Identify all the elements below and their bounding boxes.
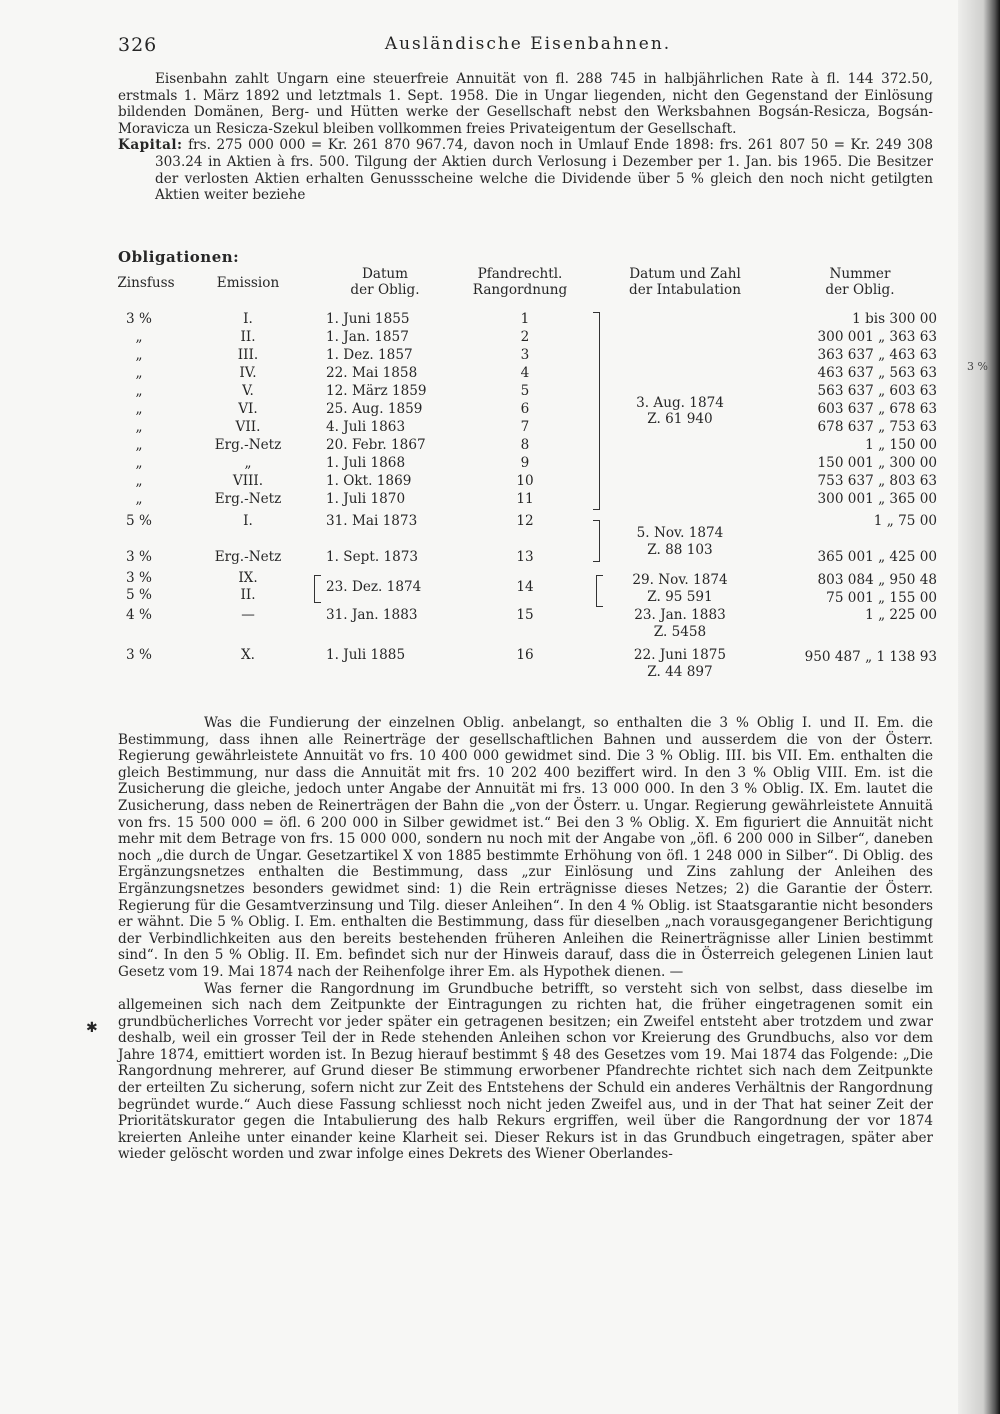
row-zinsfuss: „ <box>135 329 143 345</box>
row-rang: 15 <box>516 607 534 623</box>
row-emission: I. <box>243 513 253 529</box>
page-edge-shadow <box>958 0 1000 1414</box>
row-nummer: 365 001 „ 425 00 <box>817 549 937 565</box>
row-datum: 1. Sept. 1873 <box>326 549 419 565</box>
row-nummer: 950 487 „ 1 138 93 <box>804 649 937 665</box>
page-number: 326 <box>118 34 158 56</box>
intab-number: Z. 44 897 <box>647 664 713 680</box>
row-datum: 1. Okt. 1869 <box>326 473 412 489</box>
row-datum: 25. Aug. 1859 <box>326 401 423 417</box>
header-nummer-line1: Nummer <box>829 266 891 282</box>
row-emission: III. <box>237 347 259 363</box>
row-nummer: 1 „ 75 00 <box>873 513 937 529</box>
row-zinsfuss: 5 % <box>126 587 152 603</box>
row-emission: VIII. <box>232 473 264 489</box>
intro-paragraph: Eisenbahn zahlt Ungarn eine steuerfreie Annuität von fl. 288 745 in halbjährlichen Rate à fl. 144 372.50, erstmals 1. März 1892 und letztmals 1. Sept. 1958. Die in Ungar liegenden, nicht den Gegenstand der Einlösung bildenden Domänen, Berg- und Hütten werke der Gesellschaft nebst den Werksbahnen Bogsán-Resicza, Bogsán-Moravicza un Resicza-Szekul bleiben vollkommen freies Privateigentum der Gesellschaft. <box>118 71 933 137</box>
row-zinsfuss: „ <box>135 347 143 363</box>
row-emission: VI. <box>238 401 258 417</box>
intab-number: Z. 88 103 <box>647 542 713 558</box>
row-nummer: 678 637 „ 753 63 <box>817 419 937 435</box>
row-zinsfuss: 5 % <box>126 513 152 529</box>
intab-date: 5. Nov. 1874 <box>636 525 724 541</box>
row-rang: 7 <box>520 419 530 435</box>
brace-intab-1 <box>593 312 600 510</box>
row-zinsfuss: „ <box>135 365 143 381</box>
row-emission: I. <box>243 311 253 327</box>
row-zinsfuss: „ <box>135 455 143 471</box>
kapital-text: frs. 275 000 000 = Kr. 261 870 967.74, davon noch in Umlauf Ende 1898: frs. 261 807 50 = Kr. 249 308 303.24 in Aktien à frs. 500. Tilgung der Aktien durch Verlosung i Dezember per 1. Jan. bis 1965. Die Besitzer der verlosten Aktien erhalten Genussscheine welche die Dividende über 5 % gleich den noch nicht getilgten Aktien weiter beziehe <box>155 137 933 204</box>
header-zinsfuss: Zinsfuss <box>117 275 175 291</box>
row-rang: 6 <box>520 401 530 417</box>
row-nummer: 1 „ 225 00 <box>865 607 937 623</box>
row-emission: Erg.-Netz <box>214 549 282 565</box>
row-rang: 4 <box>520 365 530 381</box>
row-emission: V. <box>242 383 254 399</box>
intab-date: 29. Nov. 1874 <box>632 572 728 588</box>
running-title: Ausländische Eisenbahnen. <box>384 34 672 54</box>
header-nummer <box>795 266 925 298</box>
shared-datum: 23. Dez. 1874 <box>326 579 422 595</box>
row-zinsfuss: 4 % <box>126 607 152 623</box>
header-nummer-line2: der Oblig. <box>825 282 895 298</box>
row-rang: 2 <box>520 329 530 345</box>
row-emission: II. <box>240 329 256 345</box>
row-datum: 1. Dez. 1857 <box>326 347 413 363</box>
intab-date: 3. Aug. 1874 <box>636 395 724 411</box>
intro-section <box>118 71 933 204</box>
intab-date: 22. Juni 1875 <box>633 647 727 663</box>
row-rang: 13 <box>516 549 534 565</box>
row-zinsfuss: „ <box>135 401 143 417</box>
row-emission: II. <box>240 587 256 603</box>
row-nummer: 753 637 „ 803 63 <box>817 473 937 489</box>
row-nummer: 1 bis 300 00 <box>852 311 937 327</box>
row-emission: „ <box>244 455 252 471</box>
row-rang: 12 <box>516 513 534 529</box>
margin-note: 3 % <box>967 360 988 373</box>
intab-number: Z. 5458 <box>653 624 707 640</box>
header-rangordnung <box>455 266 585 298</box>
row-zinsfuss: „ <box>135 419 143 435</box>
row-nummer: 300 001 „ 363 63 <box>817 329 937 345</box>
row-zinsfuss: 3 % <box>126 570 152 586</box>
row-rang: 9 <box>520 455 530 471</box>
row-emission: Erg.-Netz <box>214 437 282 453</box>
row-datum: 1. Juli 1868 <box>326 455 406 471</box>
row-datum: 1. Juli 1885 <box>326 647 406 663</box>
body-paragraph: Was ferner die Rangordnung im Grundbuche betrifft, so versteht sich von selbst, dass dieselbe im allgemeinen sich nach dem Zeitpunkte der Eintragungen zu richten hat, die früher eingetragenen somit ein grundbücherliches Vorrecht vor jeder später ein getragenen besitzen; ein Zweifel entsteht aber trotzdem und zwar deshalb, weil ein grosser Teil der in Rede stehenden Anleihen schon vor Kreierung des Grundbuchs, also vor dem Jahre 1874, emittiert worden ist. In Bezug hierauf bestimmt § 48 des Gesetzes vom 19. Mai 1874 das Folgende: „Die Rangordnung mehrerer, auf Grund dieser Be stimmung erworbener Pfandrechte richtet sich nach dem Zeitpunkte der erteilten Zu sicherung, sofern nicht zur Zeit des Entstehens der Schuld ein anderes Verhältnis der Rangordnung begründet wurde.“ Auch diese Fassung schliesst noch nicht jeden Zweifel aus, und in der That hat seiner Zeit der Prioritätskurator gegen die Intabulierung des halb Rekurs ergriffen, weil über die Rangordnung der vor 1874 kreierten Anleihe unter einander keine Klarheit sei. Dieser Rekurs ist in das Grundbuch eingetragen, später aber wieder gelöscht worden und zwar infolge eines Dekrets des Wiener Oberlandes- <box>118 980 933 1163</box>
header-rang-line2: Rangordnung <box>472 282 568 298</box>
intab-number: Z. 95 591 <box>647 589 713 605</box>
row-rang: 3 <box>520 347 530 363</box>
body-section <box>118 715 933 1163</box>
running-header <box>118 34 938 58</box>
row-zinsfuss: 3 % <box>126 647 152 663</box>
header-emission: Emission <box>216 275 280 291</box>
row-zinsfuss: „ <box>135 491 143 507</box>
obligationen-heading: Obligationen: <box>118 248 240 266</box>
body-paragraph: Was die Fundierung der einzelnen Oblig. anbelangt, so enthalten die 3 % Oblig I. und II. Em. die Bestimmung, dass ihnen alle Reinerträge der gesellschaftlichen Bahnen und ausserdem die von der Österr. Regierung gewährleistete Annuität vo frs. 10 400 000 gewidmet sind. Die 3 % Oblig. III. bis VII. Em. enthalten die gleich Bestimmung, nur dass die Annuität mit frs. 10 202 400 beziffert wird. In den 3 % Oblig VIII. Em. ist die Zusicherung die gleiche, jedoch unter Angabe der Annuität mi frs. 13 000 000. In den 3 % Oblig. IX. Em. lautet die Zusicherung, dass neben de Reinerträgen der Bahn die „von der Österr. u. Ungar. Regierung gewährleistete Annuitä von frs. 15 500 000 = öfl. 6 200 000 in Silber gewidmet ist.“ Bei den 3 % Oblig. X. Em figuriert die Annuität nicht mehr mit dem Betrage von frs. 15 000 000, sondern nu noch mit der Angabe von „öfl. 6 200 000 in Silber“, daneben noch „die durch de Ungar. Gesetzartikel X von 1885 bestimmte Erhöhung von öfl. 1 248 000 in Silber“. Di Oblig. des Ergänzungsnetzes enthalten die Bestimmung, dass „zur Einlösung und Zins zahlung der Anleihen des Ergänzungsnetzes besonders gewidmet sind: 1) die Rein erträgnisse dieses Netzes; 2) die Garantie der Österr. Regierung für die Gesamtverzinsung und Tilg. dieser Anleihen“. In den 4 % Oblig. ist Staatsgarantie nicht besonders er wähnt. Die 5 % Oblig. I. Em. enthalten die Bestimmung, dass für dieselben „nach vorausgegangener Berichtigung der Verbindlichkeiten aus den bereits bestehenden früheren Anleihen die Reinerträgnisse aller Linien bestimmt sind“. In den 5 % Oblig. II. Em. befindet sich nur der Hinweis darauf, dass die in Österreich gelegenen Linien laut Gesetz vom 19. Mai 1874 nach der Reihenfolge ihrer Em. als Hypothek dienen. — <box>118 715 933 980</box>
header-datum-line1: Datum <box>361 266 409 282</box>
row-datum: 4. Juli 1863 <box>326 419 406 435</box>
row-nummer: 1 „ 150 00 <box>865 437 937 453</box>
brace-intab-3 <box>596 575 603 607</box>
row-nummer: 603 637 „ 678 63 <box>817 401 937 417</box>
header-intab-line1: Datum und Zahl <box>629 266 741 282</box>
row-nummer: 363 637 „ 463 63 <box>817 347 937 363</box>
header-datum-line2: der Oblig. <box>350 282 420 298</box>
row-nummer: 563 637 „ 603 63 <box>817 383 937 399</box>
row-datum: 1. Juni 1855 <box>326 311 410 327</box>
shared-rang: 14 <box>516 579 534 595</box>
row-nummer: 803 084 „ 950 48 <box>817 572 937 588</box>
row-emission: — <box>241 607 255 623</box>
row-datum: 20. Febr. 1867 <box>326 437 426 453</box>
row-nummer: 463 637 „ 563 63 <box>817 365 937 381</box>
row-emission: X. <box>241 647 255 663</box>
row-emission: IX. <box>238 570 258 586</box>
row-nummer: 150 001 „ 300 00 <box>817 455 937 471</box>
row-datum: 31. Mai 1873 <box>326 513 418 529</box>
row-rang: 16 <box>516 647 534 663</box>
row-nummer: 75 001 „ 155 00 <box>826 590 937 606</box>
brace-shared-date <box>314 575 321 603</box>
brace-intab-2 <box>593 520 600 562</box>
row-zinsfuss: 3 % <box>126 549 152 565</box>
intab-date: 23. Jan. 1883 <box>634 607 726 623</box>
row-rang: 1 <box>520 311 530 327</box>
row-emission: IV. <box>239 365 257 381</box>
row-rang: 10 <box>516 473 534 489</box>
row-zinsfuss: „ <box>135 437 143 453</box>
header-intabulation <box>605 266 765 298</box>
row-datum: 22. Mai 1858 <box>326 365 418 381</box>
row-rang: 11 <box>516 491 534 507</box>
row-nummer: 300 001 „ 365 00 <box>817 491 937 507</box>
kapital-label: Kapital: <box>118 137 183 154</box>
row-zinsfuss: 3 % <box>126 311 152 327</box>
row-emission: VII. <box>235 419 261 435</box>
row-datum: 12. März 1859 <box>326 383 427 399</box>
row-datum: 1. Jan. 1857 <box>326 329 409 345</box>
row-datum: 1. Juli 1870 <box>326 491 406 507</box>
row-emission: Erg.-Netz <box>214 491 282 507</box>
row-datum: 31. Jan. 1883 <box>326 607 418 623</box>
row-rang: 5 <box>520 383 530 399</box>
row-zinsfuss: „ <box>135 473 143 489</box>
intab-number: Z. 61 940 <box>647 411 713 427</box>
row-zinsfuss: „ <box>135 383 143 399</box>
header-rang-line1: Pfandrechtl. <box>477 266 563 282</box>
header-datum <box>330 266 440 298</box>
kapital-paragraph <box>118 137 933 203</box>
row-rang: 8 <box>520 437 530 453</box>
header-intab-line2: der Intabulation <box>629 282 741 298</box>
margin-mark: ✱ <box>86 1020 98 1036</box>
